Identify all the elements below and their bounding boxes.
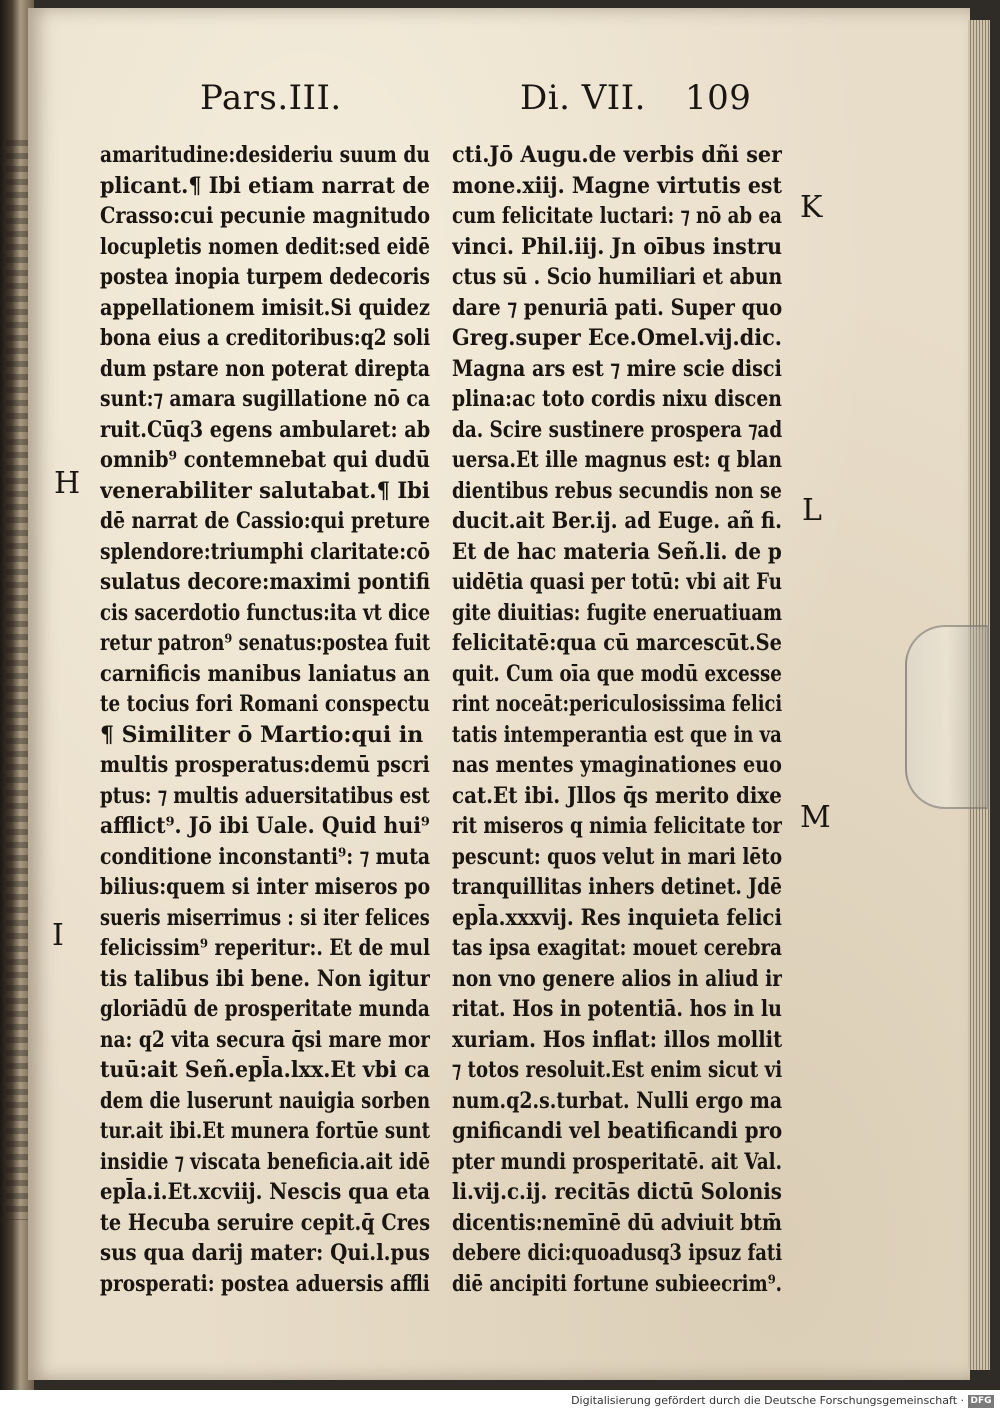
text-line: sus qua darij mater: Qui.l.pus [100, 1240, 430, 1266]
margin-marker-h: H [54, 466, 81, 501]
text-line: locupletis nomen dedit:sed eidē [100, 233, 430, 260]
text-line: multis prosperatus:demū pscri [100, 752, 430, 778]
text-line: pter mundi prosperitatē. ait Val. [452, 1148, 782, 1175]
text-line: vinci. Phil.iij. Jn oībus instru [452, 233, 782, 260]
text-line: felicissim⁹ reperitur:. Et de mul [100, 935, 430, 961]
text-line: plicant.¶ Ibi etiam narrat de [100, 172, 430, 199]
text-line: cum felicitate luctari: ⁊ nō ab ea [452, 203, 782, 229]
text-line: Greg.super Ece.Omel.vij.dic. [452, 325, 782, 351]
text-line: conditione inconstanti⁹: ⁊ muta [100, 843, 430, 870]
text-line: rit miseros q nimia felicitate tor [452, 813, 782, 839]
text-line: cat.Et ibi. Jllos q̄s merito dixe [452, 782, 782, 809]
text-line: tatis intemperantia est que in va [452, 721, 782, 748]
text-line: na: q2 vita secura q̄si mare mor [100, 1026, 430, 1053]
text-line: tas ipsa exagitat: mouet cerebra [452, 935, 782, 961]
text-line: cis sacerdotio functus:ita vt dice [100, 599, 430, 626]
page-clip [905, 625, 989, 809]
text-line: Et de hac materia Señ.li. de p [452, 538, 782, 565]
text-line: mone.xiij. Magne virtutis est [452, 172, 782, 199]
left-text-column [100, 140, 430, 1299]
text-line: ctus sū . Scio humiliari et abun [452, 264, 782, 290]
right-text-column [452, 140, 782, 1299]
text-line: bilius:quem si inter miseros po [100, 874, 430, 900]
text-line: sunt:⁊ amara sugillatione nō ca [100, 386, 430, 412]
text-line: te Hecuba seruire cepit.q̄ Cres [100, 1209, 430, 1236]
text-line: ducit.ait Ber.ij. ad Euge. añ fi. [452, 508, 782, 534]
text-line: felicitatē:qua cū marcescūt.Se [452, 630, 782, 656]
text-line: afflict⁹. Jō ibi Uale. Quid hui⁹ [100, 813, 430, 839]
text-line: nas mentes ymaginationes euo [452, 752, 782, 778]
text-line: venerabiliter salutabat.¶ Ibi [100, 477, 430, 504]
text-line: li.vij.c.ij. recitās dictū Solonis [452, 1179, 782, 1205]
text-line: appellationem imisit.Si quidez [100, 294, 430, 321]
margin-marker-i: I [52, 918, 64, 953]
text-line: postea inopia turpem dedecoris [100, 264, 430, 290]
margin-marker-l: L [802, 493, 822, 528]
text-line: dicentis:nemīnē dū adviuit btm̄ [452, 1209, 782, 1236]
text-line: tranquillitas inhers detinet. Jdē [452, 874, 782, 900]
text-line: Magna ars est ⁊ mire scie disci [452, 355, 782, 382]
text-line: xuriam. Hos inflat: illos mollit [452, 1026, 782, 1053]
text-line: dem die luserunt nauigia sorben [100, 1087, 430, 1114]
margin-marker-k: K [800, 190, 823, 225]
text-line: dē narrat de Cassio:qui preture [100, 508, 430, 534]
text-line: insidie ⁊ viscata beneficia.ait idē [100, 1148, 430, 1175]
text-line: rint noceāt:periculosissima felici [452, 691, 782, 717]
text-line: num.q2.s.turbat. Nulli ergo ma [452, 1087, 782, 1114]
text-line: gite diuitias: fugite eneruatiuam [452, 599, 782, 626]
text-line: gnificandi vel beatificandi pro [452, 1118, 782, 1144]
text-line: da. Scire sustinere prospera ⁊ad [452, 416, 782, 443]
text-line: ptus: ⁊ multis aduersitatibus est [100, 782, 430, 809]
text-line: amaritudine:desideriu suum du [100, 142, 430, 168]
text-line: omnib⁹ contemnebat qui dudū [100, 447, 430, 473]
text-line: te tocius fori Romani conspectu [100, 691, 430, 717]
text-line: ¶ Similiter ō Martio:qui in [100, 721, 424, 748]
text-line: epl̄a.xxxvij. Res inquieta felici [452, 904, 782, 931]
text-line: sulatus decore:maximi pontifi [100, 569, 430, 595]
running-head-division: Di. VII. [520, 78, 646, 118]
text-line: cti.Jō Augu.de verbis dñi ser [452, 142, 782, 168]
text-line: Crasso:cui pecunie magnitudo [100, 203, 430, 229]
text-line: debere dici:quoadusq3 ipsuz fati [452, 1240, 782, 1266]
running-head-part: Pars.III. [200, 78, 342, 118]
margin-marker-m: M [800, 800, 831, 835]
text-line: uersa.Et ille magnus est: q blan [452, 447, 782, 473]
page-number: 109 [685, 78, 752, 118]
text-line: non vno genere alios in aliud ir [452, 965, 782, 992]
funding-credit: Digitalisierung gefördert durch die Deutsche Forschungsgemeinschaft · [571, 1394, 964, 1407]
text-line: plina:ac toto cordis nixu discen [452, 386, 782, 412]
footer-bar [0, 1390, 1000, 1414]
text-line: ⁊ totos resoluit.Est enim sicut vi [452, 1057, 782, 1083]
facing-page-text-strip [6, 140, 28, 1220]
text-line: gloriādū de prosperitate munda [100, 996, 430, 1022]
text-line: retur patron⁹ senatus:postea fuit [100, 630, 430, 656]
text-line: tis talibus ibi bene. Non igitur [100, 965, 430, 992]
text-line: ritat. Hos in potentiā. hos in lu [452, 996, 782, 1022]
text-line: prosperati: postea aduersis affli [100, 1270, 430, 1297]
text-line: epl̄a.i.Et.xcviij. Nescis qua eta [100, 1179, 430, 1205]
text-line: carnificis manibus laniatus an [100, 660, 430, 687]
text-line: dum pstare non poterat direpta [100, 355, 430, 382]
dfg-logo: DFG [968, 1395, 994, 1408]
text-line: diē ancipiti fortune subieecrim⁹. [452, 1270, 782, 1297]
text-line: splendore:triumphi claritate:cō [100, 538, 430, 565]
text-line: tur.ait ibi.Et munera fortūe sunt [100, 1118, 430, 1144]
text-line: ruit.Cūq3 egens ambularet: ab [100, 416, 430, 443]
text-line: tuū:ait Señ.epl̄a.lxx.Et vbi ca [100, 1057, 430, 1083]
text-line: quit. Cum oīa que modū excesse [452, 660, 782, 687]
text-line: dare ⁊ penuriā pati. Super quo [452, 294, 782, 321]
text-line: uidētia quasi per totū: vbi ait Fu [452, 569, 782, 595]
text-line: sueris miserrimus : si iter felices [100, 904, 430, 931]
text-line: dientibus rebus secundis non se [452, 477, 782, 504]
text-line: pescunt: quos velut in mari lēto [452, 843, 782, 870]
text-line: bona eius a creditoribus:q2 soli [100, 325, 430, 351]
